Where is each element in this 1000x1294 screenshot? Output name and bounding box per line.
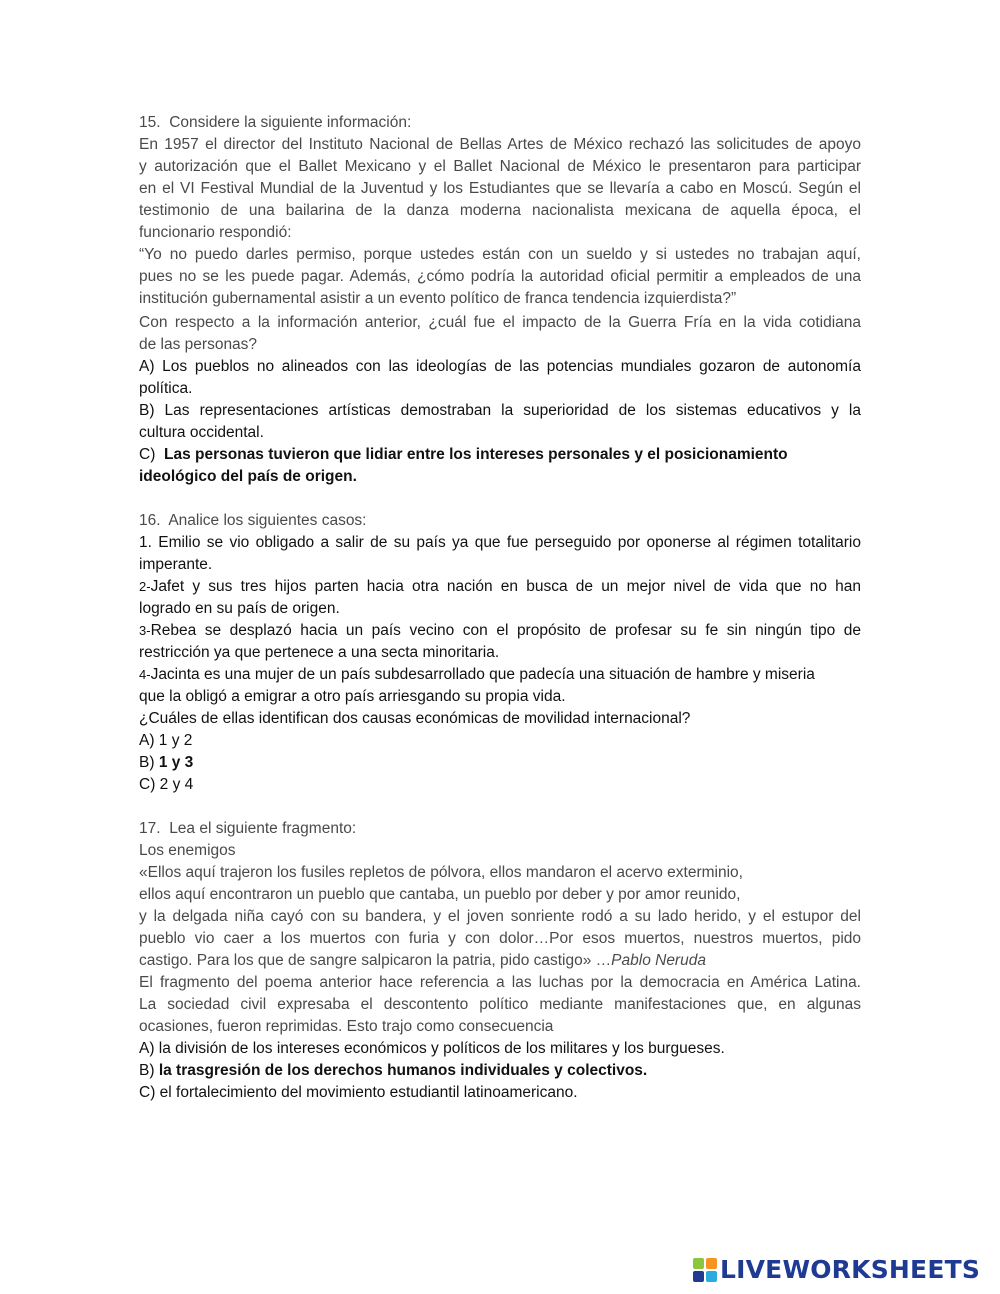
statement-line: El fragmento del poema anterior hace referencia a las luchas por la democracia en América Latina. — [139, 974, 861, 991]
question-prompt: Considere la siguiente información: — [169, 114, 412, 131]
statement-line: La sociedad civil expresaba el descontento político mediante manifestaciones que, en algunas — [139, 996, 861, 1013]
question-number: 17. — [139, 820, 161, 837]
option-b[interactable]: B) Las representaciones artísticas demostraban la superioridad de los sistemas educativos y la cultura occidental. — [139, 402, 861, 441]
option-text: ideológico del país de origen. — [139, 468, 357, 485]
poem-title: Los enemigos — [139, 842, 236, 859]
liveworksheets-logo-icon — [692, 1257, 718, 1283]
question-17 — [139, 818, 861, 1104]
option-c[interactable]: C) 2 y 4 — [139, 776, 194, 793]
poem-line: ellos aquí encontraron un pueblo que cantaba, un pueblo por deber y por amor reunido, — [139, 886, 741, 903]
question-line: de las personas? — [139, 336, 258, 353]
quote-line: pues no se les puede pagar. Además, ¿cómo podría la autoridad oficial permitir a empleados de una — [139, 268, 861, 285]
context-line: funcionario respondió: — [139, 224, 292, 241]
poem-line: castigo. Para los que de sangre salpicaron la patria, pido castigo» …Pablo Neruda — [139, 952, 706, 969]
case-2-cont: logrado en su país de origen. — [139, 600, 340, 617]
case-2: 2-Jafet y sus tres hijos parten hacia otra nación en busca de un mejor nivel de vida que no han — [139, 578, 861, 595]
option-text: Las personas tuvieron que lidiar entre los intereses personales y el posicionamiento — [163, 446, 788, 463]
case-4: 4-Jacinta es una mujer de un país subdesarrollado que padecía una situación de hambre y miseria — [139, 666, 815, 683]
poem-line: «Ellos aquí trajeron los fusiles repletos de pólvora, ellos mandaron el acervo exterminio, — [139, 864, 743, 881]
option-b-correct[interactable]: B) 1 y 3 — [139, 754, 194, 771]
case-1: 1. Emilio se vio obligado a salir de su país ya que fue perseguido por oponerse al régimen totalitario — [139, 534, 861, 551]
statement-line: ocasiones, fueron reprimidas. Esto trajo como consecuencia — [139, 1018, 554, 1035]
option-c[interactable]: C) el fortalecimiento del movimiento estudiantil latinoamericano. — [139, 1084, 578, 1101]
option-b-correct[interactable]: B) la trasgresión de los derechos humanos individuales y colectivos. — [139, 1062, 648, 1079]
case-number: 3- — [139, 623, 151, 638]
option-c-correct[interactable] — [139, 444, 861, 488]
poem-author: Pablo Neruda — [611, 952, 706, 969]
quote-line: “Yo no puedo darles permiso, porque ustedes están con un sueldo y si ustedes no trabajan aquí, — [139, 246, 861, 263]
question-number: 15. — [139, 114, 161, 131]
option-a[interactable]: A) 1 y 2 — [139, 732, 193, 749]
option-label: C) — [139, 446, 156, 463]
question-line: ¿Cuáles de ellas identifican dos causas económicas de movilidad internacional? — [139, 710, 691, 727]
question-16 — [139, 510, 861, 796]
question-prompt: Analice los siguientes casos: — [168, 512, 367, 529]
context-line: y autorización que el Ballet Mexicano y el Ballet Nacional de México le presentaron para participar — [139, 158, 861, 175]
worksheet-page — [139, 112, 861, 1104]
liveworksheets-logo[interactable] — [692, 1257, 980, 1283]
logo-wordmark: LIVEWORKSHEETS — [720, 1255, 981, 1284]
context-line: En 1957 el director del Instituto Nacional de Bellas Artes de México rechazó las solicitudes de apoyo — [139, 136, 861, 153]
case-3: 3-Rebea se desplazó hacia un país vecino con el propósito de profesar su fe sin ningún tipo de — [139, 622, 861, 639]
quote-line: institución gubernamental asistir a un evento político de franca tendencia izquierdista?” — [139, 290, 737, 307]
case-1-cont: imperante. — [139, 556, 213, 573]
question-15 — [139, 112, 861, 488]
option-a[interactable]: A) la división de los intereses económicos y políticos de los militares y los burgueses. — [139, 1040, 725, 1057]
question-prompt: Lea el siguiente fragmento: — [169, 820, 357, 837]
context-line: testimonio de una bailarina de la danza moderna nacionalista mexicana de aquella época, el — [139, 202, 861, 219]
case-3-cont: restricción ya que pertenece a una secta minoritaria. — [139, 644, 500, 661]
question-line: Con respecto a la información anterior, ¿cuál fue el impacto de la Guerra Fría en la vida cotidiana — [139, 314, 861, 331]
case-number: 4- — [139, 667, 151, 682]
context-line: en el VI Festival Mundial de la Juventud y los Estudiantes que se llevaría a cabo en Moscú. Según el — [139, 180, 861, 197]
case-4-cont: que la obligó a emigrar a otro país arriesgando su propia vida. — [139, 688, 566, 705]
option-a[interactable]: A) Los pueblos no alineados con las ideologías de las potencias mundiales gozaron de autonomía política. — [139, 358, 861, 397]
poem-line: y la delgada niña cayó con su bandera, y el joven sonriente rodó a su lado herido, y el estupor del — [139, 908, 861, 925]
case-number: 2- — [139, 579, 151, 594]
question-number: 16. — [139, 512, 161, 529]
poem-line: pueblo vio caer a los muertos con furia y con dolor…Por esos muertos, nuestros muertos, pido — [139, 930, 861, 947]
